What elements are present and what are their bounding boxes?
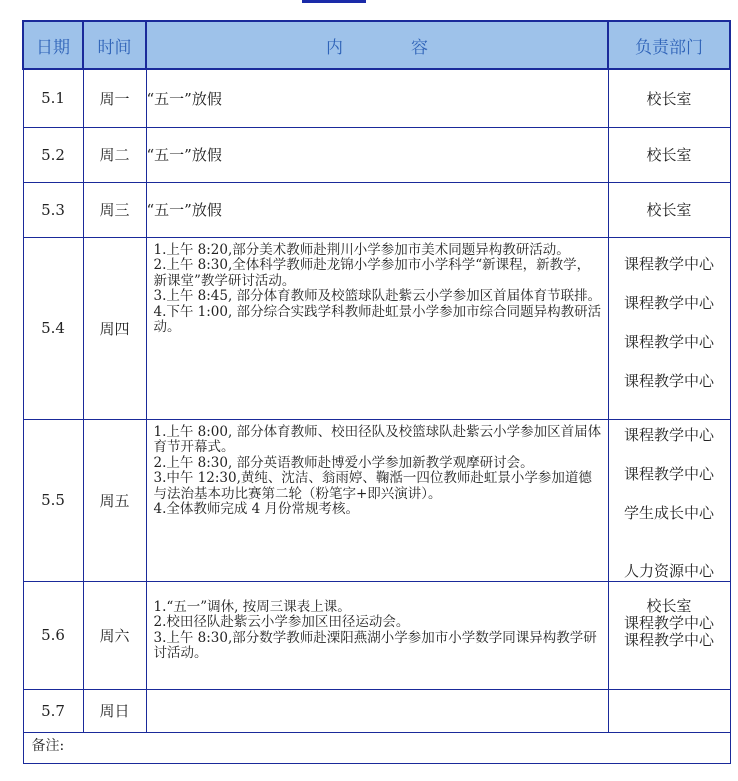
- row-date: 5.3: [23, 182, 83, 237]
- row-date: 5.1: [23, 69, 83, 127]
- note-label: 备注:: [23, 732, 730, 763]
- row-date: 5.4: [23, 237, 83, 419]
- list-item: 3.上午 8:45, 部分体育教师及校篮球队赴紫云小学参加区首届体育节联排。: [153, 288, 602, 304]
- row-content: “五一”放假: [146, 182, 608, 237]
- list-item: 2.校田径队赴紫云小学参加区田径运动会。: [153, 614, 410, 630]
- dept-label: 课程教学中心: [623, 464, 714, 483]
- table-row: [23, 237, 730, 419]
- row-content: “五一”放假: [146, 127, 608, 182]
- dept-label: 课程教学中心: [623, 630, 714, 649]
- row-dept: [608, 581, 730, 689]
- list-item: 4.全体教师完成 4 月份常规考核。: [153, 501, 360, 517]
- list-item: 4.下午 1:00, 部分综合实践学科教师赴虹景小学参加市综合同题异构教研活动。: [153, 303, 602, 335]
- dept-label: 课程教学中心: [623, 254, 714, 273]
- table-header-row: [23, 21, 730, 69]
- row-dept: 校长室: [608, 69, 730, 127]
- list-item: 3.上午 8:30,部分数学教师赴溧阳燕湖小学参加市小学数学同课异构教学研讨活动。: [153, 629, 597, 661]
- dept-label: 人力资源中心: [623, 561, 714, 580]
- row-day: 周五: [83, 419, 146, 581]
- row-day: 周日: [83, 689, 146, 732]
- top-accent-bar: [302, 0, 366, 3]
- row-day: 周一: [83, 69, 146, 127]
- list-item: 2.上午 8:30, 部分英语教师赴博爱小学参加新教学观摩研讨会。: [153, 454, 534, 471]
- row-dept: [608, 237, 730, 419]
- dept-label: 学生成长中心: [623, 503, 714, 522]
- row-dept: [608, 689, 730, 732]
- list-item: 2.上午 8:30,全体科学教师赴龙锦小学参加市小学科学“新课程，新教学，新课堂”教学研讨活动。: [153, 257, 591, 289]
- row-dept: 校长室: [608, 182, 730, 237]
- list-item: 1.“五一”调休, 按周三课表上课。: [153, 598, 351, 615]
- dept-label: 课程教学中心: [623, 293, 714, 312]
- list-item: 1.上午 8:00, 部分体育教师、校田径队及校篮球队赴紫云小学参加区首届体育节开幕式。: [153, 423, 602, 455]
- row-date: 5.5: [23, 419, 83, 581]
- row-content: [146, 237, 608, 419]
- header-content: 内 容: [146, 21, 608, 69]
- row-date: 5.7: [23, 689, 83, 732]
- row-content: [146, 581, 608, 689]
- table-row: [23, 127, 730, 182]
- dept-label: 课程教学中心: [623, 332, 714, 351]
- table-row: [23, 419, 730, 581]
- header-date: 日期: [23, 21, 83, 69]
- list-item: 1.上午 8:20,部分美术教师赴荆川小学参加市美术同题异构教研活动。: [153, 241, 570, 258]
- header-dept: 负责部门: [608, 21, 730, 69]
- list-item: 3.中午 12:30,黄纯、沈洁、翁雨婷、鞠湉一四位教师赴虹景小学参加道德与法治基本功比赛第二轮（粉笔字+即兴演讲）。: [153, 470, 592, 502]
- note-row: [23, 732, 730, 763]
- row-content: [146, 689, 608, 732]
- table-row: [23, 581, 730, 689]
- weekly-schedule-table: [22, 20, 731, 764]
- dept-label: 课程教学中心: [623, 613, 714, 632]
- row-day: 周二: [83, 127, 146, 182]
- row-content: “五一”放假: [146, 69, 608, 127]
- header-time: 时间: [83, 21, 146, 69]
- dept-label: 课程教学中心: [623, 425, 714, 444]
- row-day: 周三: [83, 182, 146, 237]
- row-dept: 校长室: [608, 127, 730, 182]
- table-row: [23, 69, 730, 127]
- row-dept: [608, 419, 730, 581]
- dept-label: 课程教学中心: [623, 371, 714, 390]
- row-date: 5.2: [23, 127, 83, 182]
- table-row: [23, 689, 730, 732]
- row-content: [146, 419, 608, 581]
- table-row: [23, 182, 730, 237]
- row-day: 周四: [83, 237, 146, 419]
- row-date: 5.6: [23, 581, 83, 689]
- row-day: 周六: [83, 581, 146, 689]
- dept-label: 校长室: [646, 596, 692, 615]
